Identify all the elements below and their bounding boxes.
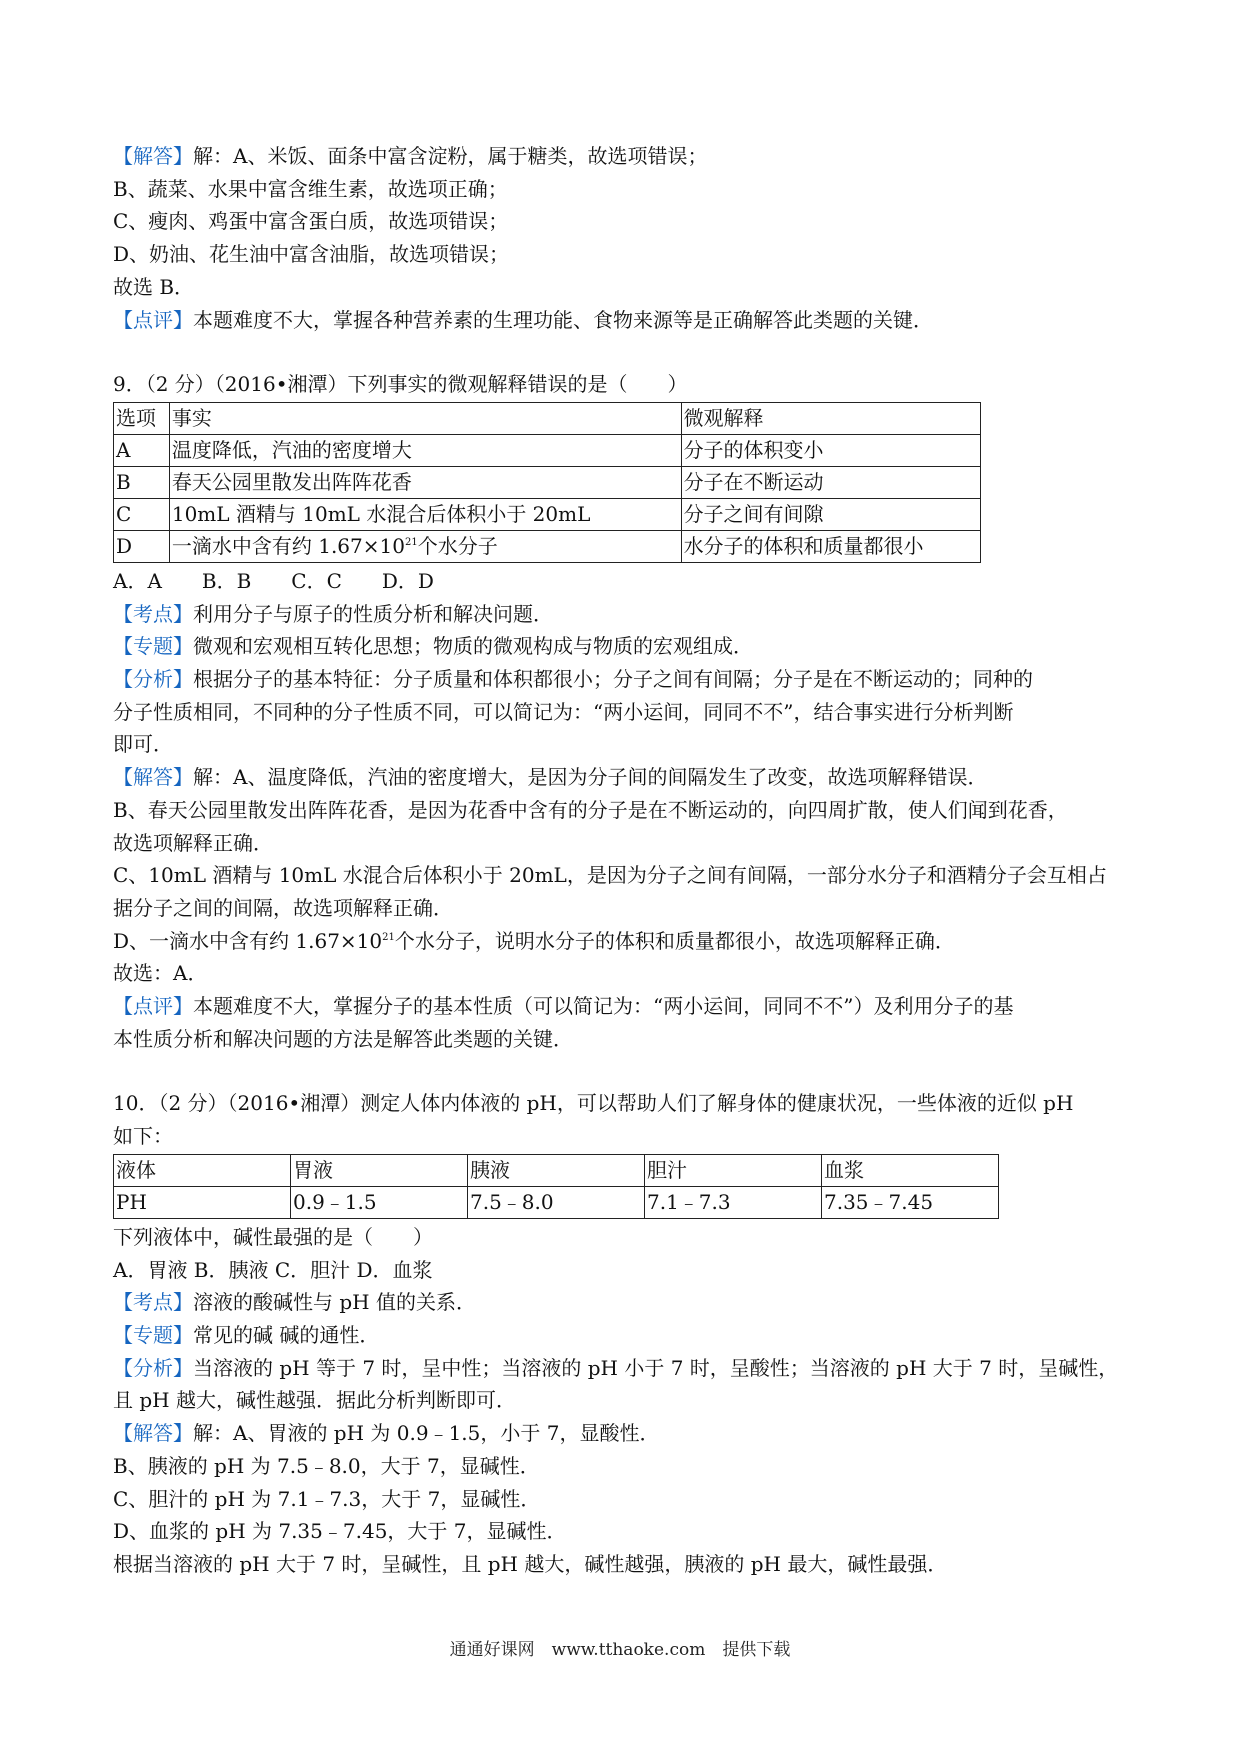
answer-b-1: B、春天公园里散发出阵阵花香，是因为花香中含有的分子是在不断运动的，向四周扩散，使人们闻到花香， — [113, 797, 1068, 822]
zhuanti-line — [113, 630, 1143, 663]
answer-line — [113, 1417, 1143, 1450]
table-header-row — [114, 1154, 999, 1186]
table-row — [114, 466, 981, 498]
answer-c-2: 据分子之间的间隔，故选项解释正确． — [113, 895, 453, 920]
fact-text-end: 个水分子 — [417, 533, 498, 558]
fenxi-line-3: 即可． — [113, 732, 173, 757]
table-row — [114, 1186, 999, 1218]
table-header-cell: 微观解释 — [681, 402, 980, 434]
review-text: 本题难度不大，掌握分子的基本性质（可以简记为：“两小运间，同同不不”）及利用分子的基 — [193, 994, 1014, 1019]
zhuanti-tag: 【专题】 — [113, 634, 193, 659]
table-header-cell: 胃液 — [291, 1154, 468, 1186]
answer-c: C、胆汁的 pH 为 7.1﹣7.3，大于 7，显碱性． — [113, 1486, 541, 1511]
kaodian-text: 溶液的酸碱性与 pH 值的关系． — [193, 1290, 476, 1315]
answer-b-2: 故选项解释正确． — [113, 830, 273, 855]
fenxi-line-2: 分子性质相同，不同种的分子性质不同，可以简记为：“两小运间，同同不不”，结合事实进行分析判断 — [113, 699, 1014, 724]
table-row — [114, 498, 981, 530]
table-row — [114, 530, 981, 562]
answer-tag: 【解答】 — [113, 144, 193, 168]
fenxi-line-2: 且 pH 越大，碱性越强．据此分析判断即可． — [113, 1388, 516, 1413]
table-cell: 分子之间有间隙 — [681, 498, 980, 530]
answer-d-text: D、一滴水中含有约 1.67×10 — [113, 928, 383, 953]
exponent: 21 — [382, 931, 395, 943]
table-cell: 水分子的体积和质量都很小 — [681, 530, 980, 562]
review-tag: 【点评】 — [113, 307, 193, 332]
choose-line: 故选 B． — [113, 274, 195, 299]
answer-b: B、蔬菜、水果中富含维生素，故选项正确； — [113, 176, 508, 201]
review-tag: 【点评】 — [113, 994, 193, 1019]
document-page — [113, 140, 1143, 1581]
review-line — [113, 990, 1143, 1023]
fenxi-tag: 【分析】 — [113, 667, 193, 692]
zhuanti-text: 常见的碱 碱的通性． — [193, 1322, 380, 1347]
table-cell: 温度降低，汽油的密度增大 — [169, 434, 681, 466]
zhuanti-tag: 【专题】 — [113, 1322, 193, 1347]
table-cell: 10mL 酒精与 10mL 水混合后体积小于 20mL — [169, 498, 681, 530]
answer-d: D、奶油、花生油中富含油脂，故选项错误； — [113, 242, 510, 267]
table-header-cell: 液体 — [114, 1154, 291, 1186]
q9-title: 9．（2 分）（2016•湘潭）下列事实的微观解释错误的是（ ） — [113, 372, 688, 397]
answer-text: 解：A、米饭、面条中富含淀粉，属于糖类，故选项错误； — [193, 144, 708, 168]
kaodian-line — [113, 598, 1143, 631]
table-header-cell: 胰液 — [468, 1154, 645, 1186]
table-header-cell: 选项 — [114, 402, 170, 434]
zhuanti-line — [113, 1319, 1143, 1352]
table-cell: 0.9﹣1.5 — [291, 1186, 468, 1218]
kaodian-line — [113, 1286, 1143, 1319]
table-cell: D — [114, 530, 170, 562]
table-cell: 分子的体积变小 — [681, 434, 980, 466]
table-cell: PH — [114, 1186, 291, 1218]
table-row — [114, 434, 981, 466]
answer-d: D、血浆的 pH 为 7.35﹣7.45，大于 7，显碱性． — [113, 1519, 567, 1544]
choose-line: 故选：A． — [113, 961, 208, 986]
zhuanti-text: 微观和宏观相互转化思想；物质的微观构成与物质的宏观组成． — [193, 634, 753, 659]
answer-tag: 【解答】 — [113, 765, 193, 790]
answer-b: B、胰液的 pH 为 7.5﹣8.0，大于 7，显碱性． — [113, 1453, 540, 1478]
kaodian-tag: 【考点】 — [113, 1290, 193, 1315]
answer-text: 解：A、温度降低，汽油的密度增大，是因为分子间的间隔发生了改变，故选项解释错误． — [193, 765, 988, 790]
answer-c-1: C、10mL 酒精与 10mL 水混合后体积小于 20mL，是因为分子之间有间隔，一部分水分子和酒精分子会互相占 — [113, 863, 1107, 888]
table-cell — [169, 530, 681, 562]
table-cell: 7.5﹣8.0 — [468, 1186, 645, 1218]
answer-line — [113, 140, 1143, 173]
q10-table — [113, 1154, 999, 1219]
answer-tag: 【解答】 — [113, 1421, 193, 1446]
fenxi-line — [113, 1352, 1143, 1385]
table-cell: C — [114, 498, 170, 530]
fact-text: 一滴水中含有约 1.67×10 — [171, 533, 405, 558]
table-header-row — [114, 402, 981, 434]
table-header-cell: 血浆 — [822, 1154, 999, 1186]
q10-title: 10．（2 分）（2016•湘潭）测定人体内体液的 pH，可以帮助人们了解身体的健康状况，一些体液的近似 pH — [113, 1091, 1074, 1116]
table-cell: 7.1﹣7.3 — [645, 1186, 822, 1218]
q9-options: A．A B．B C．C D．D — [113, 568, 434, 593]
fenxi-text: 当溶液的 pH 等于 7 时，呈中性；当溶液的 pH 小于 7 时，呈酸性；当溶液的 pH 大于 7 时，呈碱性， — [193, 1355, 1119, 1380]
q10-options: A．胃液 B．胰液 C．胆汁 D．血浆 — [113, 1257, 433, 1282]
table-cell: 分子在不断运动 — [681, 466, 980, 498]
fenxi-tag: 【分析】 — [113, 1355, 193, 1380]
answer-line — [113, 761, 1143, 794]
answer-text: 解：A、胃液的 pH 为 0.9﹣1.5，小于 7，显酸性． — [193, 1421, 660, 1446]
table-cell: 7.35﹣7.45 — [822, 1186, 999, 1218]
review-text: 本题难度不大，掌握各种营养素的生理功能、食物来源等是正确解答此类题的关键． — [193, 307, 933, 332]
q10-title-2: 如下： — [113, 1124, 173, 1149]
exponent: 21 — [404, 536, 418, 548]
fenxi-text: 根据分子的基本特征：分子质量和体积都很小；分子之间有间隔；分子是在不断运动的；同种的 — [193, 667, 1033, 692]
answer-d — [113, 925, 1143, 958]
fenxi-line — [113, 663, 1143, 696]
table-header-cell: 事实 — [169, 402, 681, 434]
table-cell: A — [114, 434, 170, 466]
table-cell: 春天公园里散发出阵阵花香 — [169, 466, 681, 498]
answer-c: C、瘦肉、鸡蛋中富含蛋白质，故选项错误； — [113, 209, 509, 234]
review-line — [113, 304, 1143, 337]
kaodian-text: 利用分子与原子的性质分析和解决问题． — [193, 601, 553, 626]
q9-table — [113, 402, 981, 563]
table-cell: B — [114, 466, 170, 498]
kaodian-tag: 【考点】 — [113, 601, 193, 626]
answer-d-text-end: 个水分子，说明水分子的体积和质量都很小，故选项解释正确． — [394, 928, 955, 953]
review-line-2: 本性质分析和解决问题的方法是解答此类题的关键． — [113, 1026, 573, 1051]
table-header-cell: 胆汁 — [645, 1154, 822, 1186]
q10-question: 下列液体中，碱性最强的是（ ） — [113, 1224, 433, 1249]
conclusion-line: 根据当溶液的 pH 大于 7 时，呈碱性，且 pH 越大，碱性越强，胰液的 pH 最大，碱性最强． — [113, 1551, 948, 1576]
page-footer: 通通好课网 www.tthaoke.com 提供下载 — [449, 1640, 791, 1660]
